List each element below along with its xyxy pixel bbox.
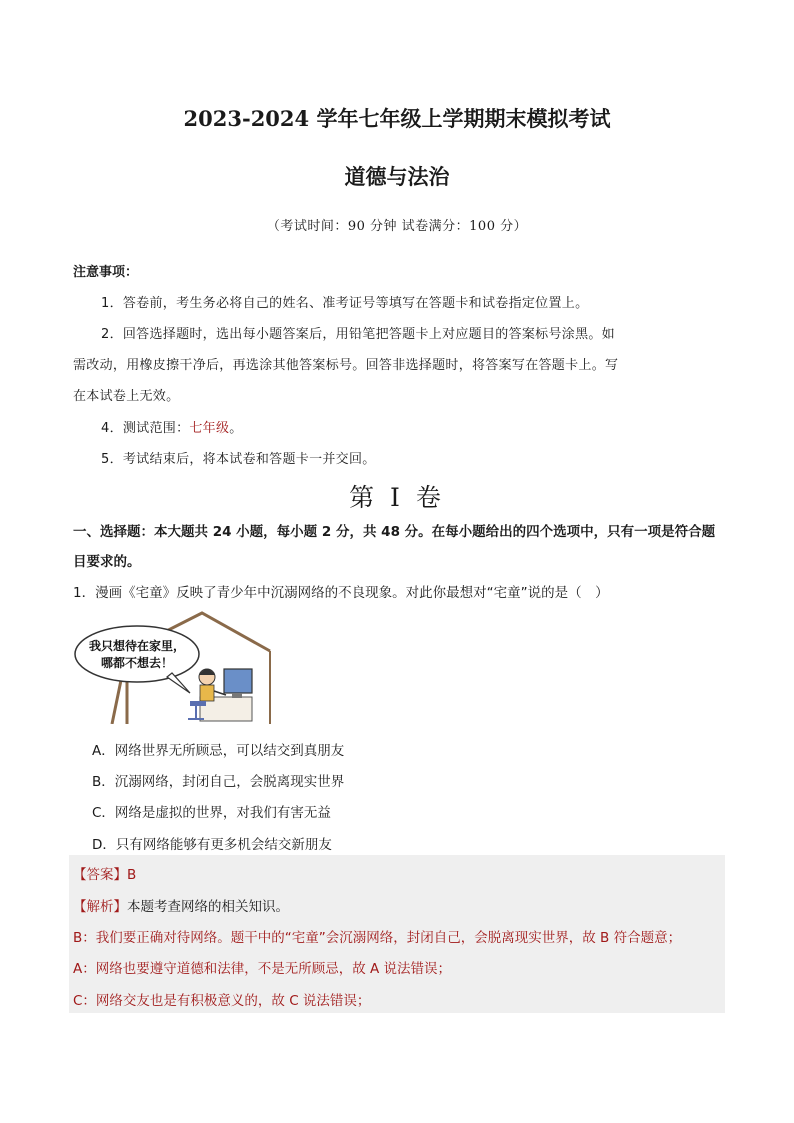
- comic-bubble-line-1: 我只想待在家里，: [88, 639, 186, 653]
- analysis-line: [73, 895, 289, 915]
- section-header-line-1: 一、选择题：本大题共 24 小题，每小题 2 分，共 48 分。在每小题给出的四个选项中，只有一项是符合题: [73, 524, 716, 540]
- notice-title: 注意事项：: [73, 265, 139, 280]
- analysis-label: 【解析】: [73, 899, 127, 915]
- notice-item-1: 1．答卷前，考生务必将自己的姓名、准考证号等填写在答题卡和试卷指定位置上。: [101, 296, 589, 311]
- notice-item-4-suffix: 。: [229, 421, 243, 436]
- option-b: B．沉溺网络，封闭自己，会脱离现实世界: [92, 774, 345, 790]
- explanation-c: C：网络交友也是有积极意义的，故 C 说法错误；: [73, 993, 371, 1009]
- explanation-a: A：网络也要遵守道德和法律，不是无所顾忌，故 A 说法错误；: [73, 961, 452, 977]
- section-header-line-2: 目要求的。: [73, 554, 141, 570]
- notice-item-2-line-3: 在本试卷上无效。: [73, 389, 180, 404]
- notice-item-4: [101, 417, 243, 436]
- explanation-b: B：我们要正确对待网络。题干中的“宅童”会沉溺网络，封闭自己，会脱离现实世界，故 B 符合题意；: [73, 930, 682, 946]
- option-d: D．只有网络能够有更多机会结交新朋友: [92, 837, 332, 853]
- question-1-stem: 1．漫画《宅童》反映了青少年中沉溺网络的不良现象。对此你最想对“宅童”说的是（ ）: [73, 585, 609, 601]
- answer-label: 【答案】B: [73, 867, 137, 883]
- notice-item-2-line-1: 2．回答选择题时，选出每小题答案后，用铅笔把答题卡上对应题目的答案标号涂黑。如: [101, 327, 615, 342]
- notice-item-4-prefix: 4．测试范围：: [101, 421, 190, 436]
- exam-info: （考试时间：90 分钟 试卷满分：100 分）: [266, 219, 528, 234]
- option-c: C．网络是虚拟的世界，对我们有害无益: [92, 805, 331, 821]
- notice-item-4-range: 七年级: [189, 421, 230, 436]
- comic-image: [72, 611, 272, 724]
- exam-title: 2023-2024 学年七年级上学期期末模拟考试: [183, 106, 611, 131]
- notice-item-5: 5．考试结束后，将本试卷和答题卡一并交回。: [101, 452, 376, 467]
- subject-title: 道德与法治: [344, 164, 450, 189]
- comic-bubble-line-2: 哪都不想去！: [100, 656, 174, 670]
- analysis-text: 本题考查网络的相关知识。: [127, 899, 289, 915]
- option-a: A．网络世界无所顾忌，可以结交到真朋友: [92, 743, 345, 759]
- notice-item-2-line-2: 需改动，用橡皮擦干净后，再选涂其他答案标号。回答非选择题时，将答案写在答题卡上。写: [73, 358, 619, 373]
- section-title: 第 I 卷: [349, 483, 445, 512]
- comic-illustration: [72, 611, 272, 724]
